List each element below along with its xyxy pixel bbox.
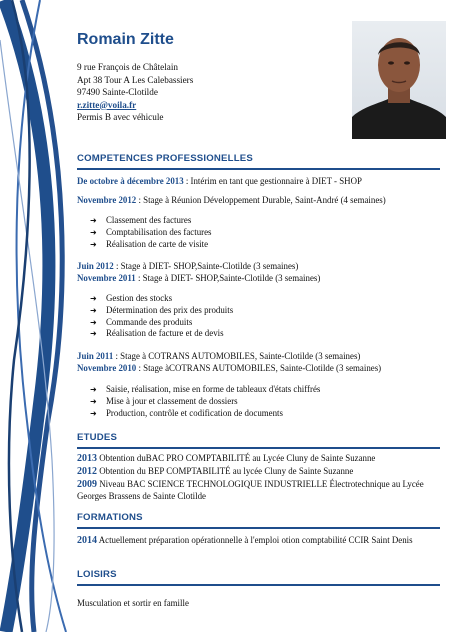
- entry-date: Juin 2011: [77, 351, 114, 361]
- formation-item: [77, 535, 437, 547]
- address-line-3: 97490 Sainte-Clotilde: [77, 87, 158, 97]
- profile-photo: [352, 21, 446, 139]
- email-link[interactable]: r.zitte@voila.fr: [77, 99, 137, 110]
- entry-text: : Stage à Réunion Développement Durable, Saint-André (4 semaines): [136, 195, 386, 205]
- etudes-rule: [77, 447, 440, 449]
- education-text: Obtention du BEP COMPTABILITÉ au lycée Cluny de Sainte Suzanne: [97, 466, 354, 476]
- decorative-swirl: [0, 0, 80, 632]
- list-item: ➜ Réalisation de carte de visite: [90, 238, 209, 249]
- formation-text: Actuellement préparation opérationnelle à l'emploi otion comptabilité CCIR Saint Denis: [97, 535, 413, 545]
- arrow-bullet-icon: ➜: [90, 216, 97, 225]
- education-item: [77, 479, 437, 503]
- competences-title: COMPETENCES PROFESSIONELLES: [77, 153, 253, 164]
- hobbies-text: Musculation et sortir en famille: [77, 598, 189, 608]
- arrow-bullet-icon: ➜: [90, 317, 97, 327]
- arrow-bullet-icon: ➜: [90, 227, 97, 237]
- address-line-2: Apt 38 Tour A Les Calebassiers: [77, 74, 194, 85]
- etudes-title: ETUDES: [77, 432, 118, 443]
- task-list: [90, 215, 212, 250]
- education-year: 2009: [77, 479, 97, 490]
- entry-date: Novembre 2010: [77, 363, 137, 373]
- list-item: ➜ Gestion des stocks: [90, 293, 173, 303]
- list-item: ➜ Réalisation de facture et de devis: [90, 328, 224, 339]
- arrow-bullet-icon: ➜: [90, 385, 97, 394]
- loisirs-title: LOISIRS: [77, 569, 117, 580]
- arrow-bullet-icon: ➜: [90, 329, 97, 339]
- arrow-bullet-icon: ➜: [90, 396, 97, 406]
- arrow-bullet-icon: ➜: [90, 408, 97, 418]
- education-year: 2013: [77, 453, 97, 464]
- list-item: ➜ Saisie, réalisation, mise en forme de tableaux d'états chiffrés: [90, 384, 321, 394]
- contact-block: [77, 61, 193, 124]
- experience-entry: [77, 363, 447, 375]
- list-item: ➜ Mise à jour et classement de dossiers: [90, 395, 238, 406]
- task-list: [90, 384, 320, 419]
- education-item: [77, 453, 447, 465]
- entry-text: : Stage à DIET- SHOP,Sainte-Clotilde (3 semaines): [113, 261, 299, 271]
- experience-entry: [77, 273, 447, 285]
- entry-date: Novembre 2011: [77, 273, 136, 283]
- education-text: Obtention duBAC PRO COMPTABILITÉ au Lycée Cluny de Sainte Suzanne: [97, 453, 376, 463]
- education-year: 2012: [77, 466, 97, 477]
- experience-entry: [77, 351, 447, 363]
- loisirs-rule: [77, 584, 440, 586]
- education-text: Niveau BAC SCIENCE TECHNOLOGIQUE INDUSTRIELLE Électrotechnique au Lycée Georges Brassens de Sainte Clotilde: [77, 479, 424, 501]
- arrow-bullet-icon: ➜: [90, 294, 97, 303]
- arrow-bullet-icon: ➜: [90, 239, 97, 249]
- driving-license: Permis B avec véhicule: [77, 112, 164, 122]
- list-item: ➜ Classement des factures: [90, 215, 192, 225]
- entry-text: : Stage à DIET- SHOP,Sainte-Clotilde (3 semaines): [135, 273, 321, 283]
- experience-entry: [77, 176, 447, 188]
- entry-text: : Stage àCOTRANS AUTOMOBILES, Sainte-Clotilde (3 semaines): [136, 363, 382, 373]
- experience-entry: [77, 261, 447, 273]
- education-item: [77, 466, 447, 478]
- entry-date: Juin 2012: [77, 261, 114, 271]
- list-item: ➜ Détermination des prix des produits: [90, 304, 234, 315]
- formation-year: 2014: [77, 535, 97, 546]
- address-line-1: 9 rue François de Châtelain: [77, 62, 179, 72]
- formations-title: FORMATIONS: [77, 512, 143, 523]
- arrow-bullet-icon: ➜: [90, 305, 97, 315]
- list-item: ➜ Commande des produits: [90, 316, 193, 327]
- list-item: ➜ Production, contrôle et codification de documents: [90, 407, 283, 418]
- entry-text: : Intérim en tant que gestionnaire à DIET - SHOP: [183, 176, 362, 186]
- experience-entry: [77, 195, 447, 207]
- entry-date: Novembre 2012: [77, 195, 137, 205]
- formations-rule: [77, 527, 440, 529]
- entry-text: : Stage à COTRANS AUTOMOBILES, Sainte-Clotilde (3 semaines): [113, 351, 361, 361]
- competences-rule: [77, 168, 440, 170]
- candidate-name: Romain Zitte: [77, 31, 174, 48]
- task-list: [90, 293, 233, 340]
- list-item: ➜ Comptabilisation des factures: [90, 226, 212, 237]
- entry-date: De octobre à décembre 2013: [77, 176, 184, 186]
